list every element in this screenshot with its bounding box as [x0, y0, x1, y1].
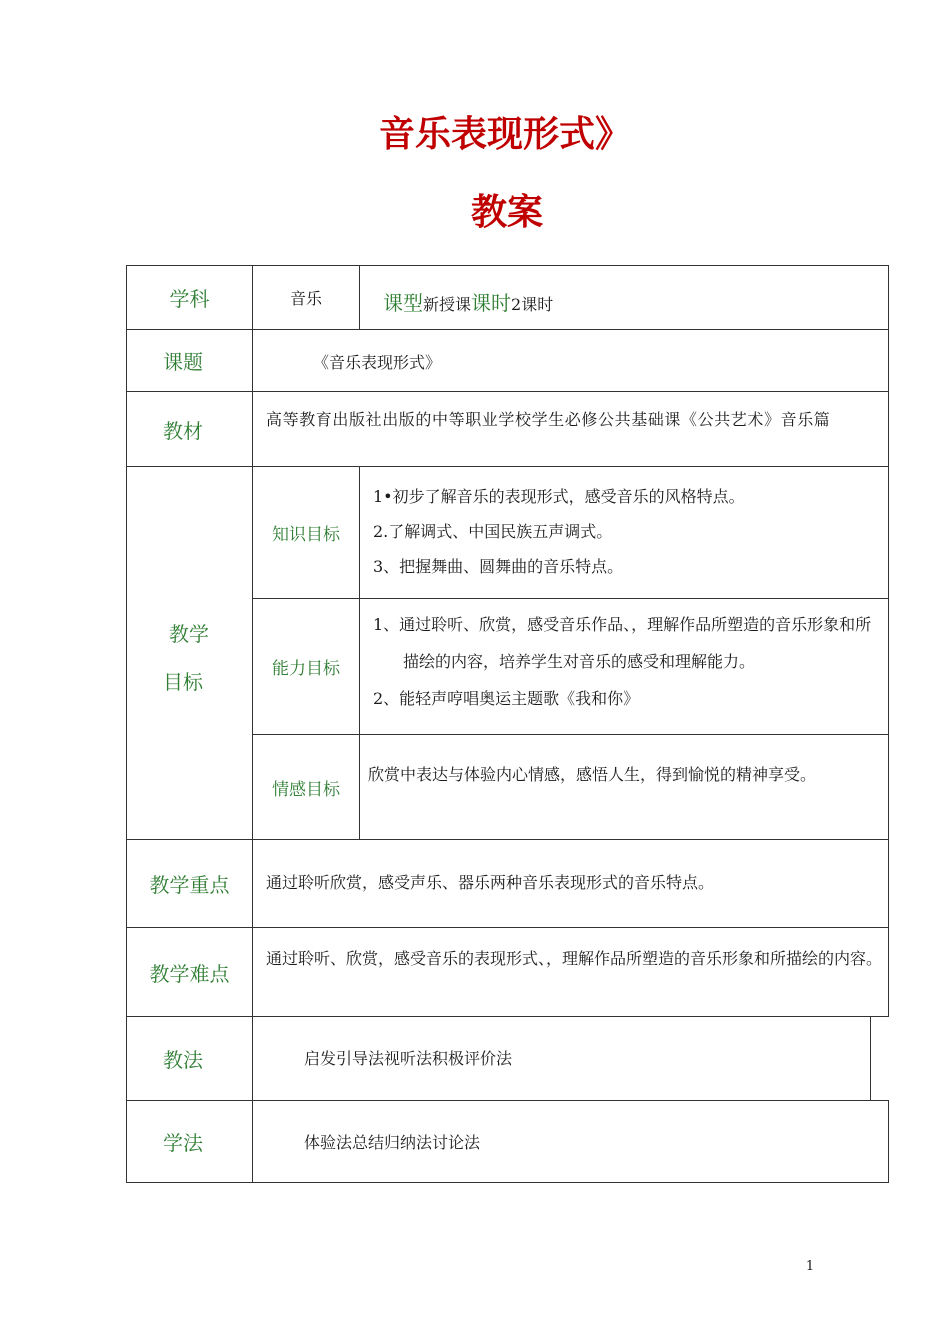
knowledge-goal-item: 1•初步了解音乐的表现形式，感受音乐的风格特点。: [373, 487, 745, 506]
ability-goal-item: 1、通过聆听、欣赏，感受音乐作品、，理解作品所塑造的音乐形象和所描绘的内容，培养学生对音乐的感受和理解能力。: [373, 615, 872, 671]
goals-label: [127, 610, 252, 706]
ability-goal-list: [373, 606, 885, 734]
key-point-value: 通过聆听欣赏，感受声乐、器乐两种音乐表现形式的音乐特点。: [266, 873, 715, 892]
goals-label-line2: 目标: [163, 670, 203, 694]
ability-goal-item: 2、能轻声哼唱奥运主题歌《我和你》: [373, 689, 640, 708]
knowledge-goal-label: 知识目标: [272, 525, 340, 545]
textbook-label: 教材: [163, 418, 203, 443]
lesson-hours-label: 课时: [471, 291, 512, 315]
topic-label: 课题: [163, 350, 203, 374]
knowledge-goal-item: 2.了解调式、中国民族五声调式。: [373, 522, 613, 541]
topic-value: 《音乐表现形式》: [313, 353, 442, 372]
lesson-type-value: 新授课: [423, 295, 472, 314]
goals-label-line1: 教学: [169, 622, 209, 646]
page-number: 1: [805, 1259, 815, 1274]
emotion-goal-value: 欣赏中表达与体验内心情感，感悟人生，得到愉悦的精神享受。: [368, 765, 817, 784]
difficulty-value: 通过聆听、欣赏，感受音乐的表现形式、，理解作品所塑造的音乐形象和所描绘的内容。: [266, 949, 883, 968]
subject-value: 音乐: [289, 289, 322, 308]
study-method-value: 体验法总结归纳法讨论法: [304, 1133, 481, 1152]
emotion-goal-label: 情感目标: [272, 779, 340, 800]
textbook-value: 高等教育出版社出版的中等职业学校学生必修公共基础课《公共艺术》音乐篇: [266, 410, 831, 429]
study-method-label: 学法: [163, 1131, 203, 1155]
doc-subtitle: 教案: [470, 192, 543, 233]
knowledge-goal-item: 3、把握舞曲、圆舞曲的音乐特点。: [373, 557, 624, 576]
lesson-type-label: 课型: [383, 291, 423, 315]
subject-label: 学科: [169, 287, 210, 311]
key-point-label: 教学重点: [149, 873, 230, 897]
teaching-method-value: 启发引导法视听法积极评价法: [304, 1049, 513, 1068]
knowledge-goal-list: [373, 479, 883, 584]
difficulty-label: 教学难点: [149, 961, 230, 986]
ability-goal-label: 能力目标: [272, 659, 340, 679]
lesson-type-row: [383, 287, 883, 316]
teaching-method-label: 教法: [163, 1048, 203, 1072]
lesson-hours-value: 2课时: [511, 295, 554, 314]
doc-title: 音乐表现形式》: [378, 114, 631, 155]
